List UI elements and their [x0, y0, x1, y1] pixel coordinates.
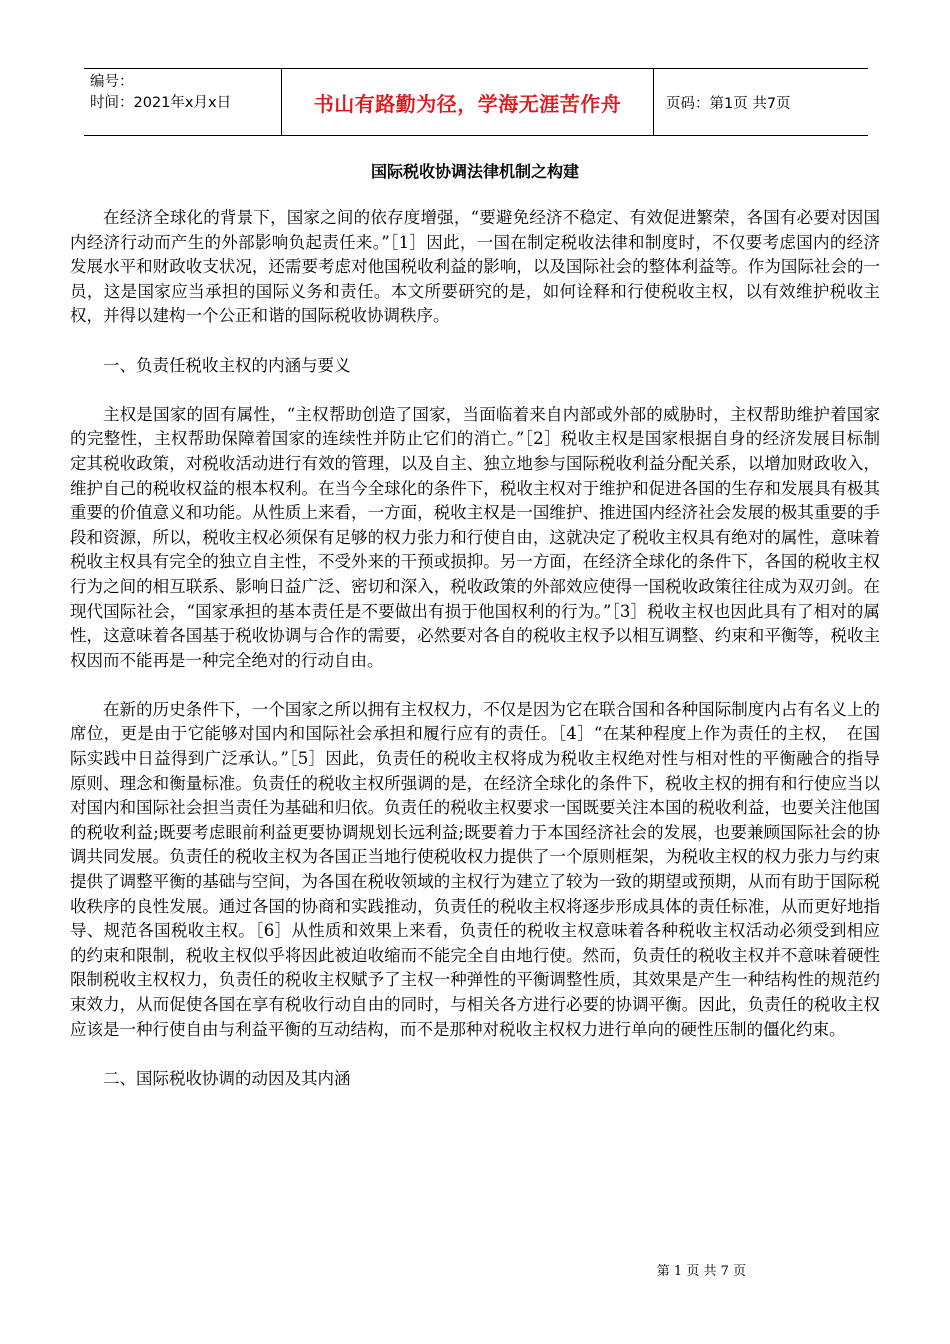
paragraph-intro: 在经济全球化的背景下，国家之间的依存度增强，“要避免经济不稳定、有效促进繁荣，各国有必要对因国内经济行动而产生的外部影响负起责任来。”［1］因此，一国在制定税收法律和制度时，不仅要考虑国内的经济发展水平和财政收支状况，还需要考虑对他国税收利益的影响，以及国际社会的整体利益等。作为国际社会的一员，这是国家应当承担的国际义务和责任。本文所要研究的是，如何诠释和行使税收主权，以有效维护税收主权，并得以建构一个公正和谐的国际税收协调秩序。: [70, 208, 880, 326]
page-number-cell: [654, 69, 868, 135]
section-heading-2: 二、国际税收协调的动因及其内涵: [103, 1068, 351, 1088]
paragraph-sovereignty: 主权是国家的固有属性，“主权帮助创造了国家，当面临着来自内部或外部的威胁时，主权帮助维护着国家的完整性，主权帮助保障着国家的连续性并防止它们的消亡。”［2］税收主权是国家根据自身的经济发展目标制定其税收政策，对税收活动进行有效的管理，以及自主、独立地参与国际税收利益分配关系，以增加财政收入，维护自己的税收权益的根本权利。在当今全球化的条件下，税收主权对于维护和促进各国的生存和发展具有极其重要的价值意义和功能。从性质上来看，一方面，税收主权是一国维护、推进国内经济社会发展的极其重要的手段和资源，所以，税收主权必须保有足够的权力张力和行使自由，这就决定了税收主权具有绝对的属性，意味着税收主权具有完全的独立自主性，不受外来的干预或损抑。另一方面，在经济全球化的条件下，各国的税收主权行为之间的相互联系、影响日益广泛、密切和深入，税收政策的外部效应使得一国税收政策往往成为双刃剑。在现代国际社会，“国家承担的基本责任是不要做出有损于他国权利的行为。”［3］税收主权也因此具有了相对的属性，这意味着各国基于税收协调与合作的需要，必然要对各自的税收主权予以相互调整、约束和平衡等，税收主权因而不能再是一种完全绝对的行动自由。: [70, 404, 880, 670]
paragraph-responsible-sovereignty: 在新的历史条件下，一个国家之所以拥有主权权力，不仅是因为它在联合国和各种国际制度内占有名义上的席位，更是由于它能够对国内和国际社会承担和履行应有的责任。［4］“在某种程度上作为责任的主权， 在国际实践中日益得到广泛承认。”［5］因此，负责任的税收主权将成为税收主权绝对性与相对性的平衡融合的指导原则、理念和衡量标准。负责任的税收主权所强调的是，在经济全球化的条件下，税收主权的拥有和行使应当以对国内和国际社会担当责任为基础和归依。负责任的税收主权要求一国既要关注本国的税收利益，也要关注他国的税收利益;既要考虑眼前利益更要协调规划长远利益;既要着力于本国经济社会的发展，也要兼顾国际社会的协调共同发展。负责任的税收主权为各国正当地行使税收权力提供了一个原则框架，为税收主权的权力张力与约束提供了调整平衡的基础与空间，为各国在税收领域的主权行为建立了较为一致的期望或预期，从而有助于国际税收秩序的良性发展。通过各国的协商和实践推动，负责任的税收主权将逐步形成具体的责任标准，从而更好地指导、规范各国税收主权。［6］从性质和效果上来看，负责任的税收主权意味着各种税收主权活动必须受到相应的约束和限制，税收主权似乎将因此被迫收缩而不能完全自由地行使。然而，负责任的税收主权并不意味着硬性限制税收主权权力，负责任的税收主权赋予了主权一种弹性的平衡调整性质，其效果是产生一种结构性的规范约束效力，从而促使各国在享有税收行动自由的同时，与相关各方进行必要的协调平衡。因此，负责任的税收主权应该是一种行使自由与利益平衡的互动结构，而不是那种对税收主权权力进行单向的硬性压制的僵化约束。: [70, 699, 880, 1039]
document-body: [70, 206, 880, 1116]
serial-label: 编号：: [90, 74, 134, 90]
motto-text: 书山有路勤为径，学海无涯苦作舟: [313, 91, 622, 116]
motto-cell: [282, 69, 654, 135]
header-info-cell: [84, 69, 282, 135]
section-heading-1: 一、负责任税收主权的内涵与要义: [103, 355, 351, 375]
document-title: 国际税收协调法律机制之构建: [370, 162, 579, 181]
page-footer: 第 1 页 共 7 页: [656, 1264, 746, 1279]
page-label: 页码：第1页 共7页: [666, 95, 791, 112]
header-table: [84, 68, 868, 136]
time-label: 时间：2021年x月x日: [90, 95, 232, 111]
